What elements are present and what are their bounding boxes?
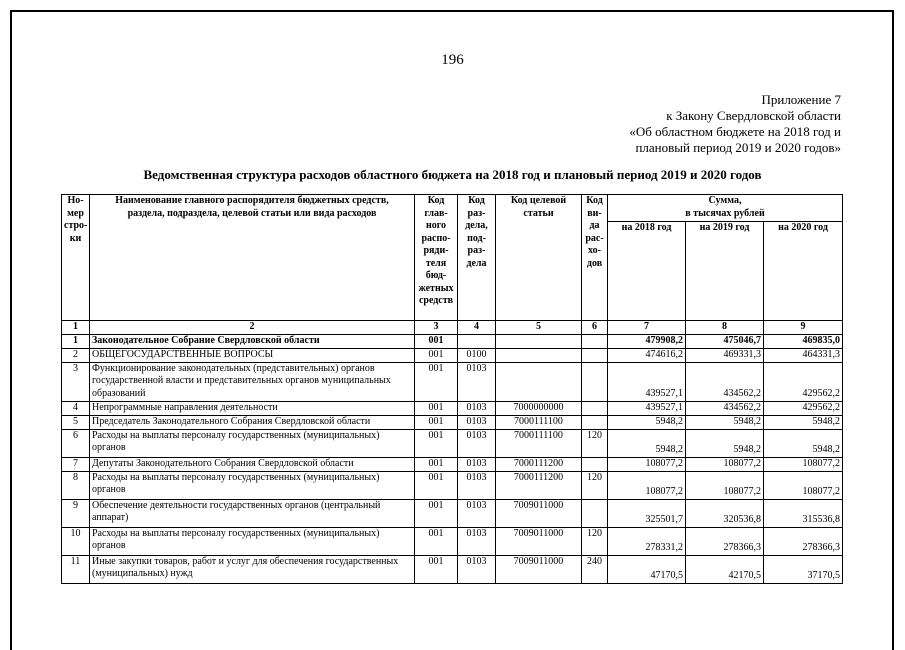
row-number: 4 — [62, 401, 90, 415]
row-amount-2020: 464331,3 — [764, 348, 843, 362]
row-amount-2018: 47170,5 — [608, 555, 686, 583]
row-number: 2 — [62, 348, 90, 362]
row-expense-type — [582, 457, 608, 471]
row-amount-2018: 439527,1 — [608, 401, 686, 415]
table-row — [62, 401, 843, 415]
row-name: Иные закупки товаров, работ и услуг для обеспечения государственных (муниципальных) нужд — [90, 555, 415, 583]
row-section-code — [458, 334, 496, 348]
row-amount-2019: 278366,3 — [686, 527, 764, 555]
header-section-code: Код раз- дела, под- раз- дела — [458, 195, 496, 321]
row-name: ОБЩЕГОСУДАРСТВЕННЫЕ ВОПРОСЫ — [90, 348, 415, 362]
appendix-line: плановый период 2019 и 2020 годов» — [635, 140, 841, 155]
column-number: 2 — [90, 321, 415, 335]
row-number: 3 — [62, 362, 90, 401]
row-admin-code: 001 — [415, 401, 458, 415]
table-row — [62, 415, 843, 429]
header-amount: Сумма, в тысячах рублей — [608, 195, 843, 222]
row-expense-type — [582, 415, 608, 429]
header-row — [62, 195, 843, 222]
column-number-row — [62, 321, 843, 335]
row-section-code: 0103 — [458, 527, 496, 555]
table-row — [62, 334, 843, 348]
row-number: 10 — [62, 527, 90, 555]
row-admin-code: 001 — [415, 429, 458, 457]
column-number: 3 — [415, 321, 458, 335]
header-2020: на 2020 год — [764, 222, 843, 321]
table-row — [62, 348, 843, 362]
header-2018: на 2018 год — [608, 222, 686, 321]
header-target-code: Код целевой статьи — [496, 195, 582, 321]
table-row — [62, 471, 843, 499]
row-number: 7 — [62, 457, 90, 471]
row-amount-2019: 5948,2 — [686, 429, 764, 457]
row-target-code: 7000111200 — [496, 457, 582, 471]
row-amount-2020: 108077,2 — [764, 457, 843, 471]
header-2019: на 2019 год — [686, 222, 764, 321]
row-amount-2018: 108077,2 — [608, 471, 686, 499]
row-section-code: 0100 — [458, 348, 496, 362]
row-amount-2018: 439527,1 — [608, 362, 686, 401]
row-admin-code: 001 — [415, 348, 458, 362]
row-admin-code: 001 — [415, 334, 458, 348]
row-section-code: 0103 — [458, 457, 496, 471]
row-expense-type — [582, 499, 608, 527]
row-expense-type: 120 — [582, 527, 608, 555]
row-amount-2019: 434562,2 — [686, 401, 764, 415]
column-number: 9 — [764, 321, 843, 335]
row-amount-2018: 479908,2 — [608, 334, 686, 348]
row-section-code: 0103 — [458, 429, 496, 457]
row-section-code: 0103 — [458, 499, 496, 527]
row-expense-type — [582, 401, 608, 415]
row-amount-2020: 315536,8 — [764, 499, 843, 527]
row-name: Расходы на выплаты персоналу государственных (муниципальных) органов — [90, 429, 415, 457]
row-amount-2019: 434562,2 — [686, 362, 764, 401]
row-expense-type: 240 — [582, 555, 608, 583]
column-number: 8 — [686, 321, 764, 335]
row-amount-2019: 5948,2 — [686, 415, 764, 429]
row-amount-2019: 475046,7 — [686, 334, 764, 348]
row-target-code — [496, 334, 582, 348]
row-amount-2020: 429562,2 — [764, 401, 843, 415]
table-row — [62, 499, 843, 527]
row-target-code: 7000111200 — [496, 471, 582, 499]
row-amount-2018: 325501,7 — [608, 499, 686, 527]
row-target-code: 7000111100 — [496, 415, 582, 429]
row-name: Расходы на выплаты персоналу государственных (муниципальных) органов — [90, 471, 415, 499]
row-section-code: 0103 — [458, 555, 496, 583]
column-number: 7 — [608, 321, 686, 335]
row-expense-type — [582, 362, 608, 401]
row-section-code: 0103 — [458, 415, 496, 429]
table-row — [62, 429, 843, 457]
row-amount-2020: 469835,0 — [764, 334, 843, 348]
row-target-code: 7000111100 — [496, 429, 582, 457]
row-admin-code: 001 — [415, 471, 458, 499]
row-amount-2019: 469331,3 — [686, 348, 764, 362]
row-amount-2019: 108077,2 — [686, 457, 764, 471]
row-number: 9 — [62, 499, 90, 527]
row-amount-2019: 320536,8 — [686, 499, 764, 527]
row-amount-2020: 5948,2 — [764, 429, 843, 457]
row-name: Депутаты Законодательного Собрания Свердловской области — [90, 457, 415, 471]
row-amount-2019: 42170,5 — [686, 555, 764, 583]
row-admin-code: 001 — [415, 415, 458, 429]
column-number: 4 — [458, 321, 496, 335]
row-section-code: 0103 — [458, 471, 496, 499]
row-number: 11 — [62, 555, 90, 583]
row-number: 5 — [62, 415, 90, 429]
column-number: 6 — [582, 321, 608, 335]
row-target-code — [496, 362, 582, 401]
header-admin-code: Код глав- ного распо- ряди- теля бюд- жетных средств — [415, 195, 458, 321]
header-row-number: Но- мер стро- ки — [62, 195, 90, 321]
row-number: 1 — [62, 334, 90, 348]
table-row — [62, 555, 843, 583]
appendix-note — [629, 92, 841, 156]
row-amount-2020: 5948,2 — [764, 415, 843, 429]
row-expense-type — [582, 334, 608, 348]
row-amount-2018: 278331,2 — [608, 527, 686, 555]
appendix-line: Приложение 7 — [761, 92, 841, 107]
row-amount-2020: 108077,2 — [764, 471, 843, 499]
row-admin-code: 001 — [415, 499, 458, 527]
row-target-code — [496, 348, 582, 362]
table-row — [62, 527, 843, 555]
appendix-line: к Закону Свердловской области — [666, 108, 841, 123]
row-section-code: 0103 — [458, 401, 496, 415]
row-expense-type — [582, 348, 608, 362]
row-amount-2018: 108077,2 — [608, 457, 686, 471]
row-amount-2018: 5948,2 — [608, 415, 686, 429]
row-amount-2018: 474616,2 — [608, 348, 686, 362]
row-number: 8 — [62, 471, 90, 499]
row-section-code: 0103 — [458, 362, 496, 401]
row-name: Председатель Законодательного Собрания Свердловской области — [90, 415, 415, 429]
row-name: Обеспечение деятельности государственных органов (центральный аппарат) — [90, 499, 415, 527]
row-admin-code: 001 — [415, 527, 458, 555]
row-number: 6 — [62, 429, 90, 457]
row-expense-type: 120 — [582, 471, 608, 499]
row-admin-code: 001 — [415, 457, 458, 471]
row-amount-2020: 429562,2 — [764, 362, 843, 401]
row-name: Непрограммные направления деятельности — [90, 401, 415, 415]
column-number: 5 — [496, 321, 582, 335]
table-row — [62, 362, 843, 401]
budget-table — [61, 194, 843, 584]
row-amount-2018: 5948,2 — [608, 429, 686, 457]
row-target-code: 7009011000 — [496, 555, 582, 583]
document-title: Ведомственная структура расходов областного бюджета на 2018 год и плановый период 2019 и 2020 годов — [143, 167, 762, 182]
row-target-code: 7009011000 — [496, 499, 582, 527]
page-number: 196 — [441, 52, 464, 68]
column-number: 1 — [62, 321, 90, 335]
table-row — [62, 457, 843, 471]
row-amount-2020: 278366,3 — [764, 527, 843, 555]
row-expense-type: 120 — [582, 429, 608, 457]
row-amount-2020: 37170,5 — [764, 555, 843, 583]
header-name: Наименование главного распорядителя бюджетных средств, раздела, подраздела, целевой статьи или вида расходов — [90, 195, 415, 321]
row-target-code: 7000000000 — [496, 401, 582, 415]
row-name: Расходы на выплаты персоналу государственных (муниципальных) органов — [90, 527, 415, 555]
row-name: Функционирование законодательных (представительных) органов государственной власти и представительных органов муниципальных образований — [90, 362, 415, 401]
appendix-line: «Об областном бюджете на 2018 год и — [629, 124, 841, 139]
row-amount-2019: 108077,2 — [686, 471, 764, 499]
row-admin-code: 001 — [415, 555, 458, 583]
header-expense-type: Код ви- да рас- хо- дов — [582, 195, 608, 321]
row-name: Законодательное Собрание Свердловской области — [90, 334, 415, 348]
row-target-code: 7009011000 — [496, 527, 582, 555]
row-admin-code: 001 — [415, 362, 458, 401]
